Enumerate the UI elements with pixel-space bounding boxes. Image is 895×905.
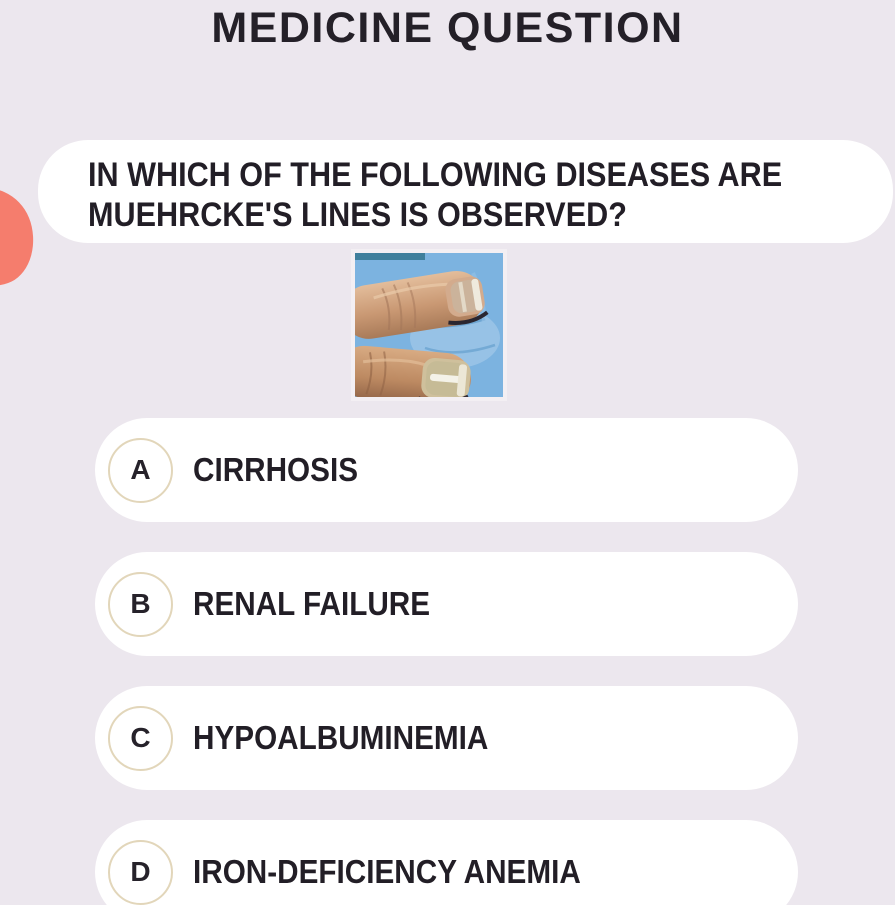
muehrcke-nails-image bbox=[355, 253, 503, 397]
option-a-letter-badge: A bbox=[108, 438, 173, 503]
option-b[interactable] bbox=[95, 552, 798, 656]
question-text-line-1: IN WHICH OF THE FOLLOWING DISEASES ARE bbox=[88, 156, 783, 194]
option-b-label: RENAL FAILURE bbox=[193, 585, 431, 622]
option-a-label: CIRRHOSIS bbox=[193, 451, 359, 488]
options-list bbox=[95, 418, 798, 905]
option-b-letter-badge: B bbox=[108, 572, 173, 637]
question-card bbox=[38, 140, 893, 243]
option-d-letter-badge: D bbox=[108, 840, 173, 905]
option-d[interactable] bbox=[95, 820, 798, 905]
option-c[interactable] bbox=[95, 686, 798, 790]
option-a[interactable] bbox=[95, 418, 798, 522]
option-c-label: HYPOALBUMINEMIA bbox=[193, 719, 489, 756]
clinical-photo-frame bbox=[351, 249, 507, 401]
page-title: MEDICINE QUESTION bbox=[211, 4, 684, 52]
question-text-line-2: MUEHRCKE'S LINES IS OBSERVED? bbox=[88, 196, 627, 234]
option-c-letter-badge: C bbox=[108, 706, 173, 771]
option-d-label: IRON-DEFICIENCY ANEMIA bbox=[193, 853, 581, 890]
decorative-blob bbox=[0, 180, 42, 294]
